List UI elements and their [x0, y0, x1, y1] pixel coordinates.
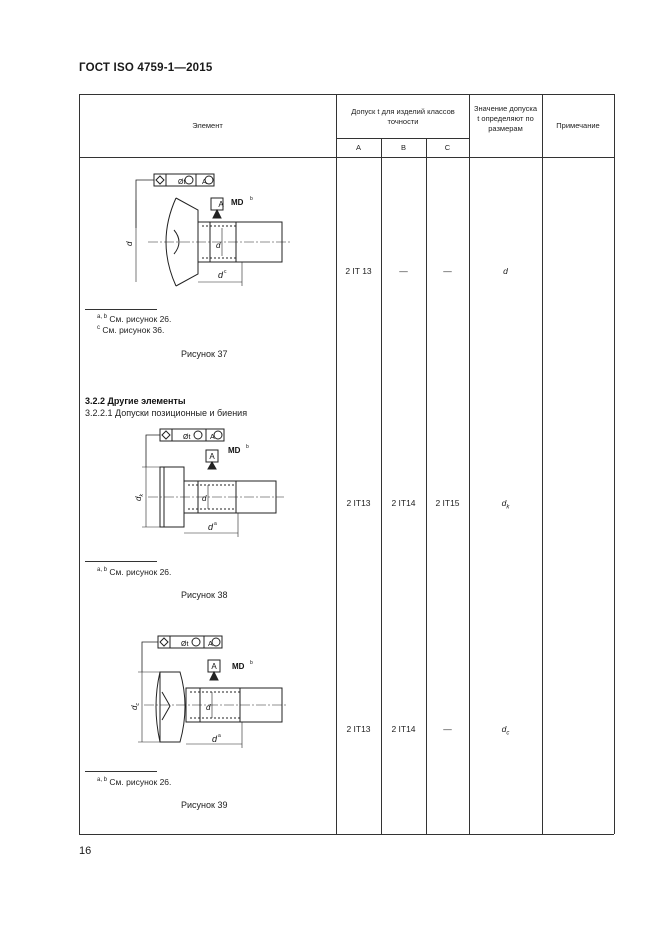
fig39-md-label: MD	[232, 662, 245, 671]
fig37-footnote-2-marks: c	[97, 325, 100, 332]
col-divider-element	[336, 94, 337, 834]
fig37-footnote-1-text: См. рисунок 26.	[109, 314, 172, 324]
row2-class-a: 2 IT13	[346, 498, 371, 508]
page-number: 16	[79, 845, 92, 857]
fig37-head-dim-label: d	[125, 241, 134, 246]
fig37-tol-datum: A	[202, 179, 207, 186]
position-icon	[156, 176, 164, 184]
fig38-footnote-rule	[85, 561, 157, 562]
fig37-footnote-2-text: См. рисунок 36.	[102, 325, 165, 335]
table-left-border	[79, 94, 80, 834]
fig39-footnote-1-text: См. рисунок 26.	[109, 777, 172, 787]
fig38-datum-label: A	[209, 452, 215, 461]
table-top-border	[79, 94, 614, 95]
figure-39-drawing	[124, 632, 290, 757]
header-value: Значение допуска t определяют по размерам	[474, 104, 537, 133]
fig38-thread-label: d	[202, 494, 207, 503]
figure-38-drawing	[128, 425, 288, 545]
row1-value	[469, 266, 542, 279]
header-element: Элемент	[192, 121, 223, 130]
figure-37-drawing	[118, 170, 293, 290]
fig37-m-circle	[185, 176, 193, 184]
header-note: Примечание	[556, 121, 600, 130]
row1-class-b: —	[399, 266, 408, 276]
section-subtitle: 3.2.2.1 Допуски позиционные и биения	[85, 408, 248, 418]
fig39-thread-dim-mark: a	[218, 733, 221, 739]
fig37-md-mark: b	[250, 196, 253, 202]
header-class-c: C	[444, 143, 451, 152]
row2-class-b: 2 IT14	[391, 498, 416, 508]
section-title: 3.2.2 Другие элементы	[85, 396, 186, 406]
row2-class-c: 2 IT15	[435, 498, 460, 508]
fig39-head-dim-symbol: d	[130, 705, 139, 710]
row1-value-symbol: d	[503, 266, 508, 276]
fig39-datum-label: A	[211, 662, 217, 671]
fig37-dim-label: d	[218, 270, 224, 280]
row3-class-c: —	[443, 724, 452, 734]
fig39-tol-symbol: Øt	[181, 641, 189, 648]
row1-class-c: —	[443, 266, 452, 276]
fig38-tol-datum: A	[210, 434, 215, 441]
fig38-md-mark: b	[246, 444, 249, 450]
fig39-footnote-1-marks: a, b	[97, 777, 108, 784]
position-icon	[160, 638, 168, 646]
fig37-tol-symbol: Øt	[178, 179, 186, 186]
row1-class-a: 2 IT 13	[345, 266, 372, 276]
fig37-md-label: MD	[231, 198, 244, 207]
fig38-footnote-1-text: См. рисунок 26.	[109, 567, 172, 577]
row3-value-sub: c	[506, 730, 510, 737]
table-right-border	[614, 94, 615, 834]
fig38-thread-dim-mark: a	[214, 521, 217, 527]
fig39-md-mark: b	[250, 660, 253, 666]
fig39-head-dim-label	[130, 703, 141, 710]
row3-value	[469, 724, 542, 737]
row2-value	[469, 498, 542, 511]
row3-class-a: 2 IT13	[346, 724, 371, 734]
fig38-tol-symbol: Øt	[183, 434, 191, 441]
row3-class-b: 2 IT14	[391, 724, 416, 734]
fig39-thread-dim-label: d	[212, 734, 218, 744]
fig39-head-dim-sub: c	[135, 703, 141, 706]
header-class-a: A	[355, 143, 361, 152]
row3-value-symbol: d	[501, 724, 507, 734]
fig38-head-dim-label	[134, 494, 145, 501]
fig38-thread-dim-label: d	[208, 522, 214, 532]
fig37-footnote-1-marks: a, b	[97, 314, 108, 321]
fig37-footnote-rule	[85, 309, 157, 310]
figure-37-caption: Рисунок 37	[181, 349, 228, 359]
fig37-thread-label: d	[216, 241, 221, 250]
fig38-head-dim-symbol: d	[134, 496, 143, 501]
fig37-datum-label: A	[218, 200, 224, 209]
fig37-dim-mark: c	[224, 269, 227, 275]
position-icon	[162, 431, 170, 439]
col-divider-value	[542, 94, 543, 834]
fig39-tol-datum: A	[208, 641, 213, 648]
fig39-footnote-1	[97, 777, 171, 787]
row2-value-sub: k	[506, 504, 510, 511]
header-bottom-border	[79, 157, 614, 158]
fig38-footnote-1	[97, 567, 171, 577]
figure-39-caption: Рисунок 39	[181, 800, 228, 810]
header-class-b: B	[400, 143, 406, 152]
fig38-head-dim-sub: k	[139, 494, 145, 497]
col-divider-c	[469, 94, 470, 834]
figure-38-caption: Рисунок 38	[181, 590, 228, 600]
fig37-footnote-2	[97, 325, 164, 335]
row2-value-symbol: d	[501, 498, 507, 508]
fig38-footnote-1-marks: a, b	[97, 567, 108, 574]
fig39-thread-label: d	[206, 703, 211, 712]
table-bottom-border	[79, 834, 614, 835]
header-tolerance: Допуск t для изделий классов точности	[351, 107, 455, 126]
header-subdivider	[336, 138, 469, 139]
document-header: ГОСТ ISO 4759-1—2015	[79, 62, 213, 74]
fig38-md-label: MD	[228, 446, 241, 455]
fig37-footnote-1	[97, 314, 171, 324]
fig39-footnote-rule	[85, 771, 157, 772]
